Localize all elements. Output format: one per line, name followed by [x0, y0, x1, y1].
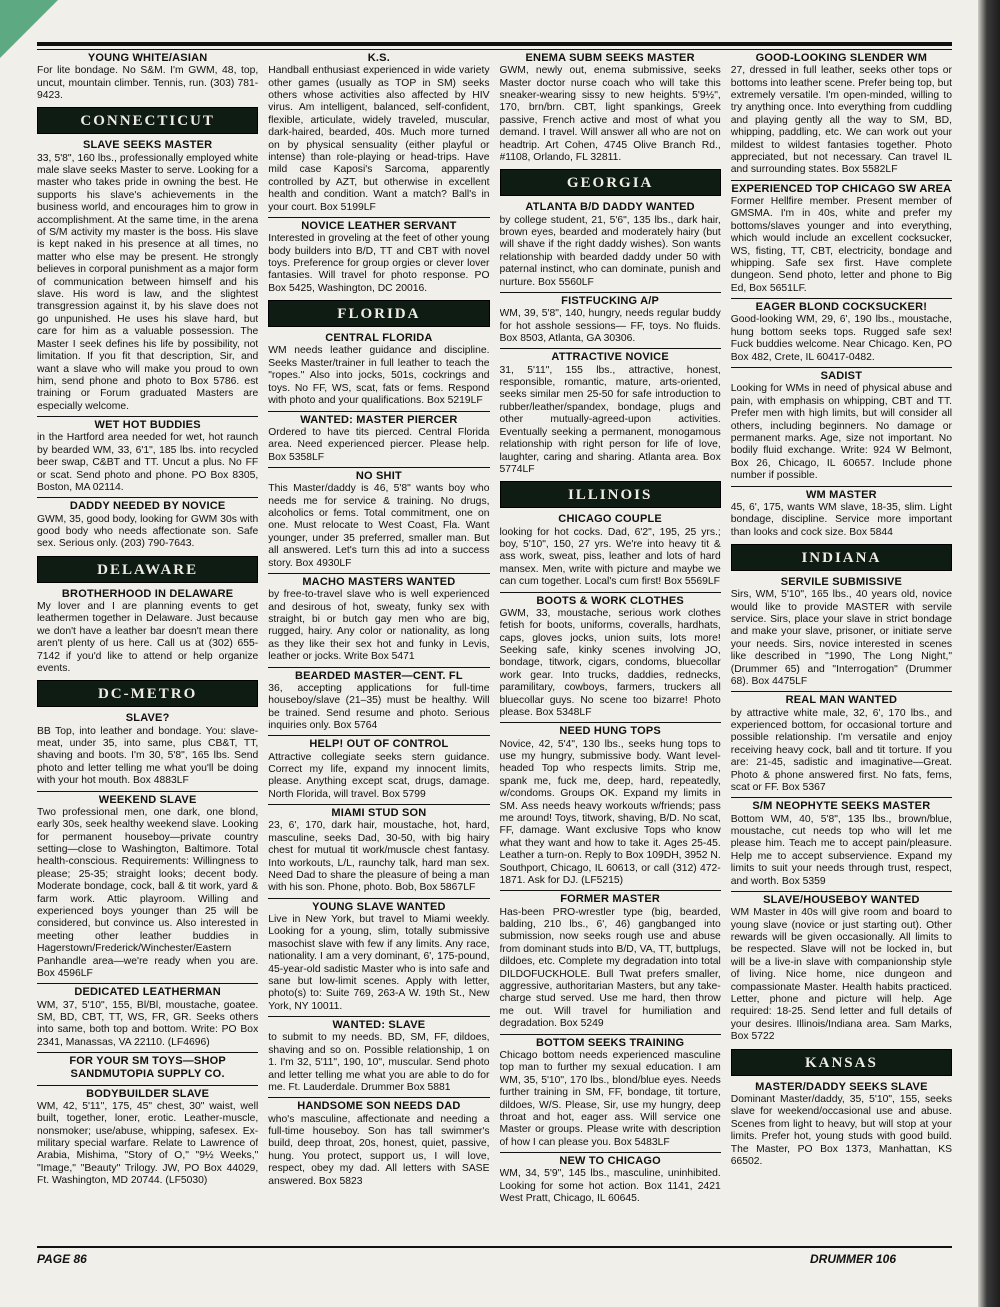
classified-ad	[500, 725, 721, 887]
ad-body: For lite bondage. No S&M. I'm GWM, 48, top, uncut, mountain climber. Tennis, run. (303) 781-9423.	[37, 65, 259, 101]
ad-body: Handball enthusiast experienced in wide variety other games (usually as TOP in SM) seeks others whose activities also affected by HIV virus. Am intelligent, balanced, self-confident, flexible, articulate, widely traveled, muscular, dark-haired, bearded, 40s. Much more turned on by physical sensuality (either playful or intense) than role-playing or head-trips. Have mild case Kaposi's Sarcoma, apparently controlled by AZT, but otherwise in excellent health and condition. Want a match? Ball's in your court. Box 5199LF	[268, 65, 490, 213]
classified-ad	[37, 52, 258, 102]
ad-divider	[37, 416, 258, 417]
ad-divider	[268, 1097, 489, 1098]
classified-ad	[37, 1088, 258, 1188]
ad-divider	[731, 298, 952, 299]
ad-divider	[268, 735, 489, 736]
ad-divider	[37, 1085, 258, 1086]
classified-ad	[37, 139, 258, 413]
classified-ad	[268, 414, 489, 464]
classified-ad	[500, 295, 721, 345]
ad-headline: YOUNG SLAVE WANTED	[312, 900, 446, 913]
page-edge-shadow	[978, 0, 1000, 1307]
page-number: PAGE 86	[37, 1252, 87, 1266]
ad-divider	[500, 592, 721, 593]
state-header: CONNECTICUT	[37, 107, 258, 134]
classified-ad	[268, 52, 489, 214]
classified-ad	[731, 694, 952, 794]
ad-body: BB Top, into leather and bondage. You: slave-meat, under 35, into same, plus CB&T, TT, shaving and boots. I'm 30, 5'8", 165 lbs. Send photo and letter telling me what you'll be doing with your hot mouth. Box 4883LF	[37, 725, 259, 787]
ad-body: 36, accepting applications for full-time houseboy/slave (21–35) must be healthy. Will be trained. Send resume and photo. Serious inquiries only. Box 5764	[268, 682, 490, 731]
ad-divider	[268, 467, 489, 468]
classified-ad	[37, 1055, 258, 1081]
ad-headline: FISTFUCKING A/P	[561, 295, 660, 308]
ad-headline: BEARDED MASTER—CENT. FL	[294, 669, 463, 682]
ad-divider	[268, 217, 489, 218]
state-header: DC-METRO	[37, 680, 258, 707]
ad-headline: MIAMI STUD SON	[331, 807, 427, 820]
classified-ad	[731, 800, 952, 888]
column-3	[500, 52, 721, 1244]
ad-body: This Master/daddy is 46, 5'8" wants boy who needs me for service & training. No drugs, alcoholics or fems. Total commitment, one on one. Must relocate to West Coast, Fla. Want younger, under 35 preferred, smaller man. But all answered. Let's turn this ad into a success story. Box 4930LF	[268, 483, 490, 569]
ad-headline: GOOD-LOOKING SLENDER WM	[755, 52, 928, 64]
top-rule-thin	[37, 49, 952, 50]
ad-headline: EXPERIENCED TOP CHICAGO SW AREA	[731, 182, 952, 195]
ad-body: 23, 6', 170, dark hair, moustache, hot, hard, masculine, seeks Dad, 30-50, with big hairy chest for mutual tit work/muscle chest fantasy. Into workouts, L/L, raunchy talk, hard man sex. Need Dad to share the pleasure of being a man with his son. Phone, photo. Bob, Box 5867LF	[268, 820, 490, 894]
ad-body: Live in New York, but travel to Miami weekly. Looking for a young, slim, totally submissive masochist slave with few if any limits. Any race, nationality. I am a very dominant, 6', 175-pound, 45-year-old sadistic Master who is into safe and sane but low-limit scenes. Apply with letter, photo(s) to: Suite 769, 263-A W. 19th St., New York, NY 10011.	[268, 914, 490, 1012]
ad-divider	[731, 486, 952, 487]
ad-headline: NO SHIT	[355, 469, 402, 482]
state-header: KANSAS	[731, 1049, 952, 1076]
ad-headline: K.S.	[367, 52, 390, 64]
ad-headline: SLAVE?	[125, 712, 170, 725]
ad-body: 33, 5'8", 160 lbs., professionally employed white male slave seeks Master to serve. Looking for a master who takes pride in owning the best. He supports his slave's achievements in the business world, and encourages him to grow in accomplishment. At the same time, in the arena of S/M activity my master is the boss. His slave is kept naked in his presence at all times, no matter who else may be present. He strongly believes in corporal punishment as a major form of communication between himself and his slave. His word is law, and the slightest transgression against it, by his slave does not go unpunished. He uses his slave hard, but care for him as a valuable possession. The Master I seek defines his life by possibility, not limitation. If you fit that description, Sir, and want a slave who will make you proud to own him, send phone and photo to Box 5786. est training or Forum graduated Masters are especially welcome.	[37, 152, 259, 412]
classified-ad	[37, 794, 258, 981]
ad-body: Interested in groveling at the feet of other young body builders into B/D, TT and CBT with novel toys. Preference for group orgies or clever lover fantasies. Will travel for photo response. PO Box 5425, Washington, DC 20016.	[268, 233, 490, 294]
ad-body: Looking for WMs in need of physical abuse and pain, with emphasis on whipping, CBT and TT. Prefer men with high limits, but will consider all others, including beginners. No damage or permanent marks. Age, size not important. No bodily fluid exchange. Write: 924 W Belmont, Box 26, Chicago, IL 60657. Include phone number if possible.	[730, 383, 952, 482]
ad-body: by attractive white male, 32, 6', 170 lbs., and experienced bottom, for occasional torture and possible relationship. I'm versatile and enjoy receiving heavy cock, ball and tit torture. If you are: 21-45, sadistic and imaginative—Great. Photo & phone answered first. No fats, fems, scat or FF. Box 5367	[730, 707, 952, 793]
ad-body: Sirs, WM, 5'10", 165 lbs., 40 years old, novice would like to provide MASTER with servile service. Sirs, place your slave in strict bondage and make your slave, prisoner, or initiate serve your needs. Sirs, novice interested in scenes like described in "1990, The Long Night," (Drummer 65) and "Interrogation" (Drummer 68). Box 4475LF	[730, 589, 952, 687]
bottom-rule	[37, 1246, 952, 1248]
ad-headline: CHICAGO COUPLE	[558, 513, 662, 526]
column-4	[731, 52, 952, 1244]
ad-body: who's masculine, affectionate and needing a full-time houseboy. Son has tall swimmer's build, deep throat, 20s, honest, quiet, passive, hung. You protect, support us, I will love, respect, obey my dad. All letters with SASE answered. Box 5823	[268, 1113, 490, 1187]
ad-body: WM, 42, 5'11", 175, 45" chest, 30" waist, well built, together, loner, erotic. Leather-muscle, nonsmoker; use/abuse, whipping, safesex. Ex-military special warfare. Relate to Lawrence of Arabia, Mishima, "Story of O," "9½ Weeks," "Image," "Beauty" Trilogy. JW, PO Box 44029, Ft. Washington, MD 20744. (LF5030)	[37, 1100, 259, 1187]
ad-divider	[500, 890, 721, 891]
ad-body: My lover and I are planning events to get leathermen together in Delaware. Just because we don't have a leather bar doesn't mean there aren't plenty of us here. Call us at (302) 655-7142 if you'd like to attend or help organize events.	[37, 600, 259, 674]
ad-headline: CENTRAL FLORIDA	[325, 332, 433, 345]
classified-ad	[500, 893, 721, 1030]
ad-headline: SLAVE SEEKS MASTER	[82, 139, 213, 152]
classified-ad	[37, 419, 258, 494]
ad-headline: SLAVE/HOUSEBOY WANTED	[763, 894, 920, 907]
ad-headline: SADIST	[820, 370, 863, 383]
classified-ad	[268, 1019, 489, 1094]
ad-body: Novice, 42, 5'4", 130 lbs., seeks hung tops to use my hungry, submissive body. Want level-headed Top who respects limits. Strip me, spank me, fuck me, deep, hard, repeatedly, w/condoms. Groups OK. Expand my limits in SM. Ass needs heavy workouts w/friends; pass me around! Toys, titwork, shaving, B/D. No scat, FF, damage. Want exclusive Tops who know what they want and how to take it. Ages 25-45. Leather a turn-on. Reply to Box 109DH, 3952 N. Southport, Chicago, IL 60613, or call (312) 472-1871. Ask for DJ. (LF5215)	[499, 738, 721, 887]
classified-ad	[500, 351, 721, 476]
classified-ad	[500, 513, 721, 588]
ad-body: WM, 34, 5'9", 145 lbs., masculine, uninhibited. Looking for some hot action. Box 1141, 2421 West Pratt, Chicago, IL 60645.	[499, 1168, 721, 1205]
ad-divider	[731, 691, 952, 692]
ad-divider	[37, 1052, 258, 1053]
ad-divider	[500, 348, 721, 349]
classified-ad	[268, 470, 489, 570]
ad-headline: WET HOT BUDDIES	[94, 419, 201, 432]
classified-ad	[37, 712, 258, 787]
classified-ad	[268, 220, 489, 295]
column-1	[37, 52, 258, 1244]
ad-divider	[500, 722, 721, 723]
ad-divider	[268, 411, 489, 412]
classified-ad	[731, 370, 952, 482]
ad-body: Former Hellfire member. Present member of GMSMA. I'm in 40s, white and prefer my bottoms/slaves younger and into everything, which would include an excellent cocksucker, WS, fisting, TT, CBT, electricity, bondage and whipping. Safe sex first. Have complete dungeon. Send photo, letter and phone to Big Ed, Box 5651LF.	[730, 196, 952, 294]
ad-headline: HANDSOME SON NEEDS DAD	[297, 1100, 461, 1113]
ad-divider	[500, 1152, 721, 1153]
ad-body: WM Master in 40s will give room and board to young slave (novice or just starting out). Other rewards will be given occasionally. All limits to be respected. Slave will not be locked in, but will be a live-in slave with companionship style of living. Nice home, nice dungeon and compassionate Master. Health habits practiced. Letter, phone and picture will help. Age required: 18-25. Send letter and full details of your desires. Illinois/Indiana area. Sam Marks, Box 5722	[730, 907, 952, 1043]
ad-body: Has-been PRO-wrestler type (big, bearded, balding, 210 lbs., 6', 46) gangbanged into submission, now seeks rough use and abuse from dominant studs into B/D, VA, TT, buttplugs, dildoes, etc. Complete my degradation into total DILDOFUCKHOLE. Bull Twat prefers smaller, aggressive, authoritarian Masters, but any take-charge stud served. Use me hard, then throw me out. Will travel for humiliation and degradation. Box 5249	[499, 906, 721, 1030]
classified-ad	[731, 1081, 952, 1169]
ad-body: WM needs leather guidance and discipline. Seeks Master/trainer in full leather to teach the "ropes." Also into jocks, 501s, cockrings and toys. No FF, WS, scat, fats or fems. Respond with photo and your qualifications. Box 5219LF	[268, 345, 490, 407]
ad-divider	[37, 983, 258, 984]
ad-body: Attractive collegiate seeks stern guidance. Correct my life, expand my innocent limits, please. Anything except scat, drugs, damage. North Florida, will travel. Box 5799	[268, 751, 490, 800]
ad-headline: EAGER BLOND COCKSUCKER!	[755, 301, 928, 314]
classified-ad	[268, 576, 489, 664]
state-header: DELAWARE	[37, 556, 258, 583]
ad-headline: S/M NEOPHYTE SEEKS MASTER	[752, 800, 931, 813]
classified-ad	[500, 1037, 721, 1149]
ad-headline: BODYBUILDER SLAVE	[86, 1087, 210, 1100]
ad-headline: FORMER MASTER	[560, 893, 660, 906]
ad-headline: HELP! OUT OF CONTROL	[309, 738, 449, 751]
ad-body: 27, dressed in full leather, seeks other tops or bottoms into leather scene. Prefer being top, but extremely versatile. I'm open-minded, willing to try anything once. Into everything from cuddling and playing gently all the way to SM, BD, whipping, paddling, etc. We can work out your mildest to wildest fantasies together. Photo appreciated, but not necessary. Can travel IL and surrounding states. Box 5582LF	[730, 65, 952, 176]
ad-divider	[268, 898, 489, 899]
ad-body: Bottom WM, 40, 5'8", 135 lbs., brown/blue, moustache, cut needs top who will let me please him. Teach me to accept pain/pleasure. Help me to accept subservience. Expand my limits to suit your needs through trust, respect, and worth. Box 5359	[730, 813, 952, 887]
classified-ad	[500, 1155, 721, 1205]
ad-body: Dominant Master/daddy, 35, 5'10", 155, seeks slave for weekend/occasional use and abuse. Scenes from light to heavy, but will stop at your limits. Prefer hot, young studs with good build. The Master, PO Box 1373, Manhattan, KS 66502.	[730, 1093, 952, 1167]
classified-ad	[268, 901, 489, 1013]
classified-ad	[37, 588, 258, 676]
ad-divider	[268, 667, 489, 668]
ad-divider	[268, 1016, 489, 1017]
ad-body: by college student, 21, 5'6", 135 lbs., dark hair, brown eyes, bearded and moderately hairy (but will shave if the right daddy wishes). Son wants relationship with bearded daddy under 50 with paternal instinct, who can dominate, punish and nurture. Box 5560LF	[499, 214, 721, 288]
classified-ad	[731, 894, 952, 1044]
ad-headline: WM MASTER	[805, 488, 877, 501]
ad-body: Two professional men, one dark, one blond, early 30s, seek healthy weekend slave. Looking for permanent houseboy—private country setting—close to Washington, Baltimore. Total health-conscious. Requirements: Willingness to please; 25-35; straight looks; decent body. Moderate bondage, cock, ball & tit work, yard & farm work. Attic playroom. Willing and experienced boys younger than 25 will be considered, but convince us. Also interested in meeting other leather buddies in Hagerstown/Frederick/Winchester/Eastern Panhandle area—we're ready when you are. Box 4596LF	[37, 806, 259, 980]
classified-ad	[268, 332, 489, 407]
ad-body: in the Hartford area needed for wet, hot raunch by bearded WM, 33, 6'1", 185 lbs. into recycled beer swap, C&BT and TT. Uncut a plus. No FF or scat. Send photo and phone. PO Box 8305, Boston, MA 02114.	[37, 432, 259, 493]
classified-ad	[37, 500, 258, 550]
ad-body: Good-looking WM, 29, 6', 190 lbs., moustache, hung bottom seeks tops. Rugged safe sex! Fuck buddies welcome. Near Chicago. Ken, PO Box 482, Crete, IL 60417-0482.	[730, 314, 952, 363]
ad-body: GWM, 35, good body, looking for GWM 30s with good body who needs affectionate son. Safe sex. Serious only. (203) 790-7643.	[37, 513, 259, 550]
ad-body: Chicago bottom needs experienced masculine top man to further my sexual education. I am WM, 35, 5'10", 170 lbs., blond/blue eyes. Needs further training in SM, FF, bondage, tit torture, dildoes, W/S. Please, Sir, use my hungry, deep throat and hot, eager ass. Will service one Master or groups. Please write with description of how I can please you. Box 5483LF	[499, 1049, 721, 1148]
ad-body: 45, 6', 175, wants WM slave, 18-35, slim. Light bondage, discipline. Service more important than looks and cock size. Box 5844	[730, 501, 952, 538]
ad-divider	[500, 292, 721, 293]
column-2	[268, 52, 489, 1244]
ad-headline: NEED HUNG TOPS	[559, 725, 661, 738]
ad-body: WM, 37, 5'10", 155, Bl/Bl, moustache, goatee. SM, BD, CBT, TT, WS, FR, GR. Seeks others into same, both top and bottom. Write: PO Box 2341, Manassas, VA 22110. (LF4696)	[37, 999, 259, 1048]
classified-ad	[731, 576, 952, 688]
classified-ad	[500, 52, 721, 164]
ad-headline: FOR YOUR SM TOYS—SHOP SANDMUTOPIA SUPPLY CO.	[69, 1055, 226, 1081]
ad-headline: BOOTS & WORK CLOTHES	[536, 594, 684, 607]
ad-body: by free-to-travel slave who is well experienced and desirous of hot, sweaty, funky sex with straight, bi or butch gay men who are big, rugged, hairy. Any color or nationality, as long as they like their sex hot and funky in Levis, leather or jocks. Write Box 5471	[268, 589, 490, 663]
ad-divider	[731, 180, 952, 181]
ad-headline: NEW TO CHICAGO	[559, 1155, 661, 1168]
classified-ad	[268, 1100, 489, 1188]
ad-body: 31, 5'11", 155 lbs., attractive, honest, responsible, romantic, mature, arts-oriented, seeks similar men 25-50 for safe introduction to rubber/leather/spandex, bondage, plugs and other mutually-agreed-upon activities. Eventually seeking a permanent, monogamous relationship with right person for life of love, laughter, caring and sharing. Atlanta area. Box 5774LF	[499, 364, 721, 475]
ad-headline: YOUNG WHITE/ASIAN	[87, 52, 208, 64]
state-header: FLORIDA	[268, 300, 489, 327]
classified-columns	[37, 52, 952, 1244]
ad-divider	[268, 804, 489, 805]
classified-ad	[731, 52, 952, 177]
ad-body: GWM, 33, moustache, serious work clothes fetish for boots, uniforms, coveralls, hardhats, caps, gloves jocks, union suits, lots more! Seeking safe, kinky scenes involving JO, bondage, titwork, cigars, condoms, bluecollar work gear. Into trucks, daddies, rednecks, paramilitary, cowboys, farmers, truckers all bluecollar guys. No scene too bizarre! Photo please. Box 5348LF	[499, 607, 721, 718]
ad-headline: BROTHERHOOD IN DELAWARE	[61, 587, 234, 600]
classified-ad	[37, 986, 258, 1049]
ad-headline: ATLANTA B/D DADDY WANTED	[525, 201, 695, 214]
classified-ad	[268, 807, 489, 895]
classified-ad	[731, 301, 952, 364]
ad-divider	[731, 891, 952, 892]
ad-headline: BOTTOM SEEKS TRAINING	[536, 1036, 685, 1049]
ad-headline: WANTED: SLAVE	[332, 1019, 426, 1032]
ad-headline: SERVILE SUBMISSIVE	[780, 575, 903, 588]
ad-divider	[500, 1034, 721, 1035]
issue-label: DRUMMER 106	[810, 1252, 897, 1266]
ad-headline: REAL MAN WANTED	[785, 694, 898, 707]
classified-ad	[731, 489, 952, 539]
ad-body: WM, 39, 5'8", 140, hungry, needs regular buddy for hot asshole sessions— FF, toys. No fluids. Box 8503, Atlanta, GA 30306.	[499, 308, 721, 345]
ad-headline: DADDY NEEDED BY NOVICE	[69, 500, 226, 513]
state-header: ILLINOIS	[500, 481, 721, 508]
ad-headline: WANTED: MASTER PIERCER	[300, 413, 458, 426]
ad-headline: ENEMA SUBM SEEKS MASTER	[525, 52, 695, 64]
ad-headline: NOVICE LEATHER SERVANT	[301, 220, 457, 233]
ad-body: looking for hot cocks. Dad, 6'2", 195, 25 yrs.; boy, 5'10", 150, 27 yrs. We're into heavy tit & ass work, sweat, piss, leather and lots of hard mansex. Men, write with picture and maybe we can cum together. Local's cum first! Box 5569LF	[499, 526, 721, 588]
classified-ad	[731, 183, 952, 295]
classified-ad	[268, 738, 489, 801]
ad-divider	[731, 797, 952, 798]
state-header: INDIANA	[731, 544, 952, 571]
ad-body: GWM, newly out, enema submissive, seeks Master doctor nurse coach who will take this sneaker-wearing sissy to new heights. 5'9½", 170, brn/brn. CBT, light spankings, Greek passive, French active and most of what you demand. I travel. Will answer all who are not on headtrip. Art Cohen, 4745 Olive Branch Rd., #1108, Orlando, FL 32811.	[499, 65, 721, 164]
ad-divider	[731, 367, 952, 368]
ad-headline: DEDICATED LEATHERMAN	[74, 986, 221, 999]
ad-headline: MASTER/DADDY SEEKS SLAVE	[755, 1080, 928, 1093]
classified-ad	[268, 670, 489, 733]
ad-headline: MACHO MASTERS WANTED	[302, 575, 456, 588]
ad-body: to submit to my needs. BD, SM, FF, dildoes, shaving and so on. Possible relationship, 1 on 1. I'm 32, 5'11", 190, 10", muscular. Send photo and letter telling me what you are able to do for me. Ft. Lauderdale. Drummer Box 5881	[268, 1032, 490, 1094]
ad-body: Ordered to have tits pierced. Central Florida area. Need experienced piercer. Please help. Box 5358LF	[268, 426, 490, 463]
top-rule	[37, 42, 952, 46]
ad-divider	[37, 791, 258, 792]
classified-ad	[500, 201, 721, 289]
classified-ad	[500, 595, 721, 720]
ad-divider	[37, 497, 258, 498]
ad-headline: WEEKEND SLAVE	[98, 793, 197, 806]
ad-divider	[268, 573, 489, 574]
ad-headline: ATTRACTIVE NOVICE	[551, 351, 669, 364]
state-header: GEORGIA	[500, 169, 721, 196]
